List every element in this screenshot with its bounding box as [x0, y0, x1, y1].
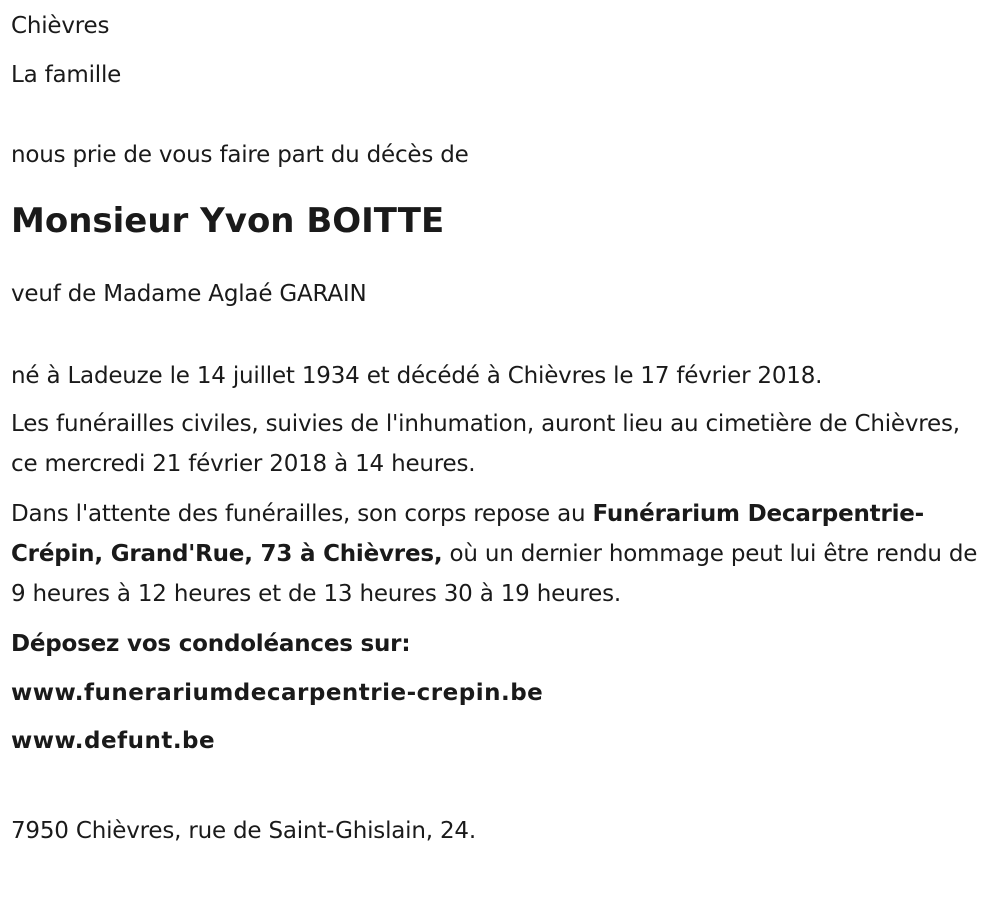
deceased-name: Monsieur Yvon BOITTE — [11, 201, 445, 241]
obituary-notice — [11, 0, 991, 851]
birth-death-text: né à Ladeuze le 14 juillet 1934 et décédé à Chièvres le 17 février 2018. — [11, 363, 823, 389]
condolences-label: Déposez vos condoléances sur: — [11, 631, 411, 657]
defunt-website-link[interactable]: www.defunt.be — [11, 728, 216, 754]
rest-prefix: Dans l'attente des funérailles, son corps repose au — [11, 501, 593, 527]
condolence-link-1-row — [11, 673, 991, 713]
funeral-text: Les funérailles civiles, suivies de l'inhumation, auront lieu au cimetière de Chièvres, ce mercredi 21 février 2018 à 14 heures. — [11, 411, 960, 477]
family-label: La famille — [11, 62, 122, 88]
funerarium-address: Funérarium Decarpentrie-Crépin, Grand'Rue, 73 à Chièvres, — [11, 501, 925, 567]
relation-text: veuf de Madame Aglaé GARAIN — [11, 281, 367, 307]
condolence-link-2-row — [11, 721, 991, 761]
address-text: 7950 Chièvres, rue de Saint-Ghislain, 24. — [11, 818, 476, 844]
rest-text — [11, 494, 991, 614]
funerarium-website-link[interactable]: www.funerariumdecarpentrie-crepin.be — [11, 680, 544, 706]
rest-suffix: où un dernier hommage peut lui être rendu de 9 heures à 12 heures et de 13 heures 30 à 19 heures. — [11, 541, 978, 607]
announcement-text: nous prie de vous faire part du décès de — [11, 142, 469, 168]
location: Chièvres — [11, 13, 110, 39]
